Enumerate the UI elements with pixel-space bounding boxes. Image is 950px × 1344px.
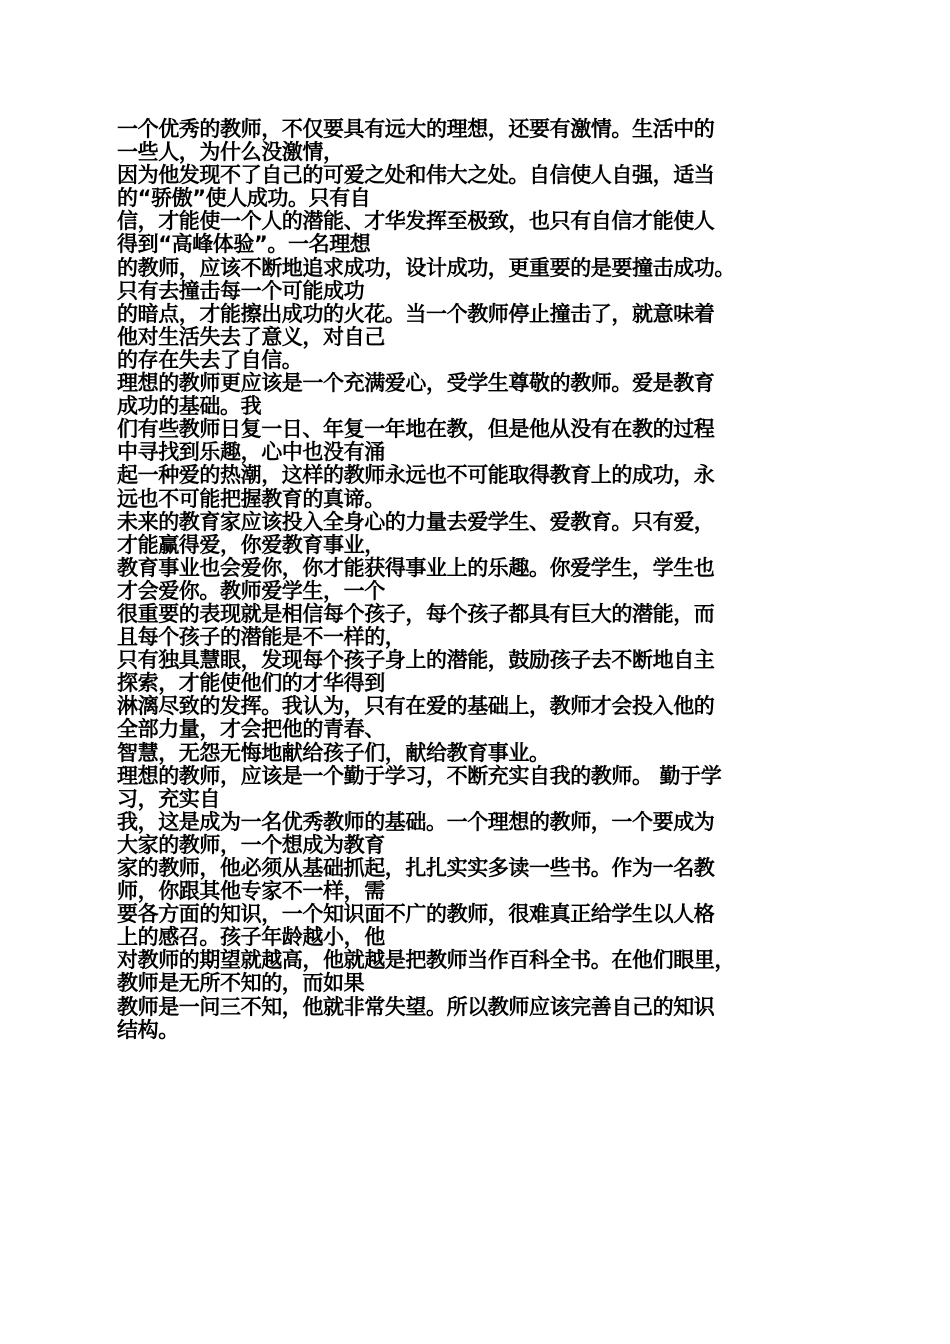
text-line: 对教师的期望就越高，他就越是把教师当作百科全书。在他们眼里， bbox=[117, 948, 735, 973]
text-line: 理想的教师更应该是一个充满爱心，受学生尊敬的教师。爱是教育 bbox=[117, 371, 715, 396]
text-line: 才能赢得爱，你爱教育事业， bbox=[117, 532, 385, 557]
text-line: 且每个孩子的潜能是不一样的， bbox=[117, 625, 406, 650]
text-line: 全部力量，才会把他的青春、 bbox=[117, 717, 385, 742]
text-line: 才会爱你。教师爱学生，一个 bbox=[117, 578, 385, 603]
text-line: 上的感召。孩子年龄越小，他 bbox=[117, 925, 385, 950]
text-line: 习，充实自 bbox=[117, 786, 220, 811]
document-body bbox=[117, 118, 837, 1042]
text-line: 远也不可能把握教育的真谛。 bbox=[117, 486, 385, 511]
text-line: 信，才能使一个人的潜能、才华发挥至极致，也只有自信才能使人 bbox=[117, 209, 715, 234]
text-line: 的存在失去了自信。 bbox=[117, 347, 303, 372]
text-line: 的暗点，才能擦出成功的火花。当一个教师停止撞击了，就意味着 bbox=[117, 301, 715, 326]
text-line: 理想的教师，应该是一个勤于学习，不断充实自我的教师。 勤于学 bbox=[117, 763, 722, 788]
text-line: 师，你跟其他专家不一样，需 bbox=[117, 879, 385, 904]
text-line: 教师是一问三不知，他就非常失望。所以教师应该完善自己的知识 bbox=[117, 994, 715, 1019]
text-line: 探索，才能使他们的才华得到 bbox=[117, 671, 385, 696]
text-line: 结构。 bbox=[117, 1017, 179, 1042]
text-line: 要各方面的知识，一个知识面不广的教师，很难真正给学生以人格 bbox=[117, 902, 715, 927]
text-line: 的“骄傲”使人成功。只有自 bbox=[117, 186, 371, 211]
text-line: 的教师，应该不断地追求成功，设计成功，更重要的是要撞击成功。 bbox=[117, 255, 735, 280]
text-line: 大家的教师，一个想成为教育 bbox=[117, 832, 385, 857]
text-line: 只有独具慧眼，发现每个孩子身上的潜能，鼓励孩子去不断地自主 bbox=[117, 648, 715, 673]
text-line: 一些人，为什么没激情， bbox=[117, 140, 344, 165]
text-line: 教师是无所不知的，而如果 bbox=[117, 971, 365, 996]
text-line: 们有些教师日复一日、年复一年地在教，但是他从没有在教的过程 bbox=[117, 417, 715, 442]
text-line: 很重要的表现就是相信每个孩子，每个孩子都具有巨大的潜能，而 bbox=[117, 601, 715, 626]
text-line: 一个优秀的教师，不仅要具有远大的理想，还要有激情。生活中的 bbox=[117, 117, 715, 141]
text-line: 中寻找到乐趣，心中也没有涌 bbox=[117, 440, 385, 465]
text-line: 只有去撞击每一个可能成功 bbox=[117, 278, 365, 303]
text-line: 淋漓尽致的发挥。我认为，只有在爱的基础上，教师才会投入他的 bbox=[117, 694, 715, 719]
text-line: 因为他发现不了自己的可爱之处和伟大之处。自信使人自强，适当 bbox=[117, 163, 715, 188]
text-line: 家的教师，他必须从基础抓起，扎扎实实多读一些书。作为一名教 bbox=[117, 856, 715, 880]
text-line: 教育事业也会爱你，你才能获得事业上的乐趣。你爱学生，学生也 bbox=[117, 555, 715, 580]
text-line: 智慧，无怨无悔地献给孩子们，献给教育事业。 bbox=[117, 740, 550, 765]
text-line: 他对生活失去了意义，对自己 bbox=[117, 324, 385, 349]
text-line: 起一种爱的热潮，这样的教师永远也不可能取得教育上的成功，永 bbox=[117, 463, 715, 488]
text-line: 得到“高峰体验”。一名理想 bbox=[117, 232, 371, 257]
text-line: 成功的基础。我 bbox=[117, 394, 262, 419]
text-line: 未来的教育家应该投入全身心的力量去爱学生、爱教育。只有爱， bbox=[117, 509, 715, 534]
text-line: 我，这是成为一名优秀教师的基础。一个理想的教师，一个要成为 bbox=[117, 809, 715, 834]
